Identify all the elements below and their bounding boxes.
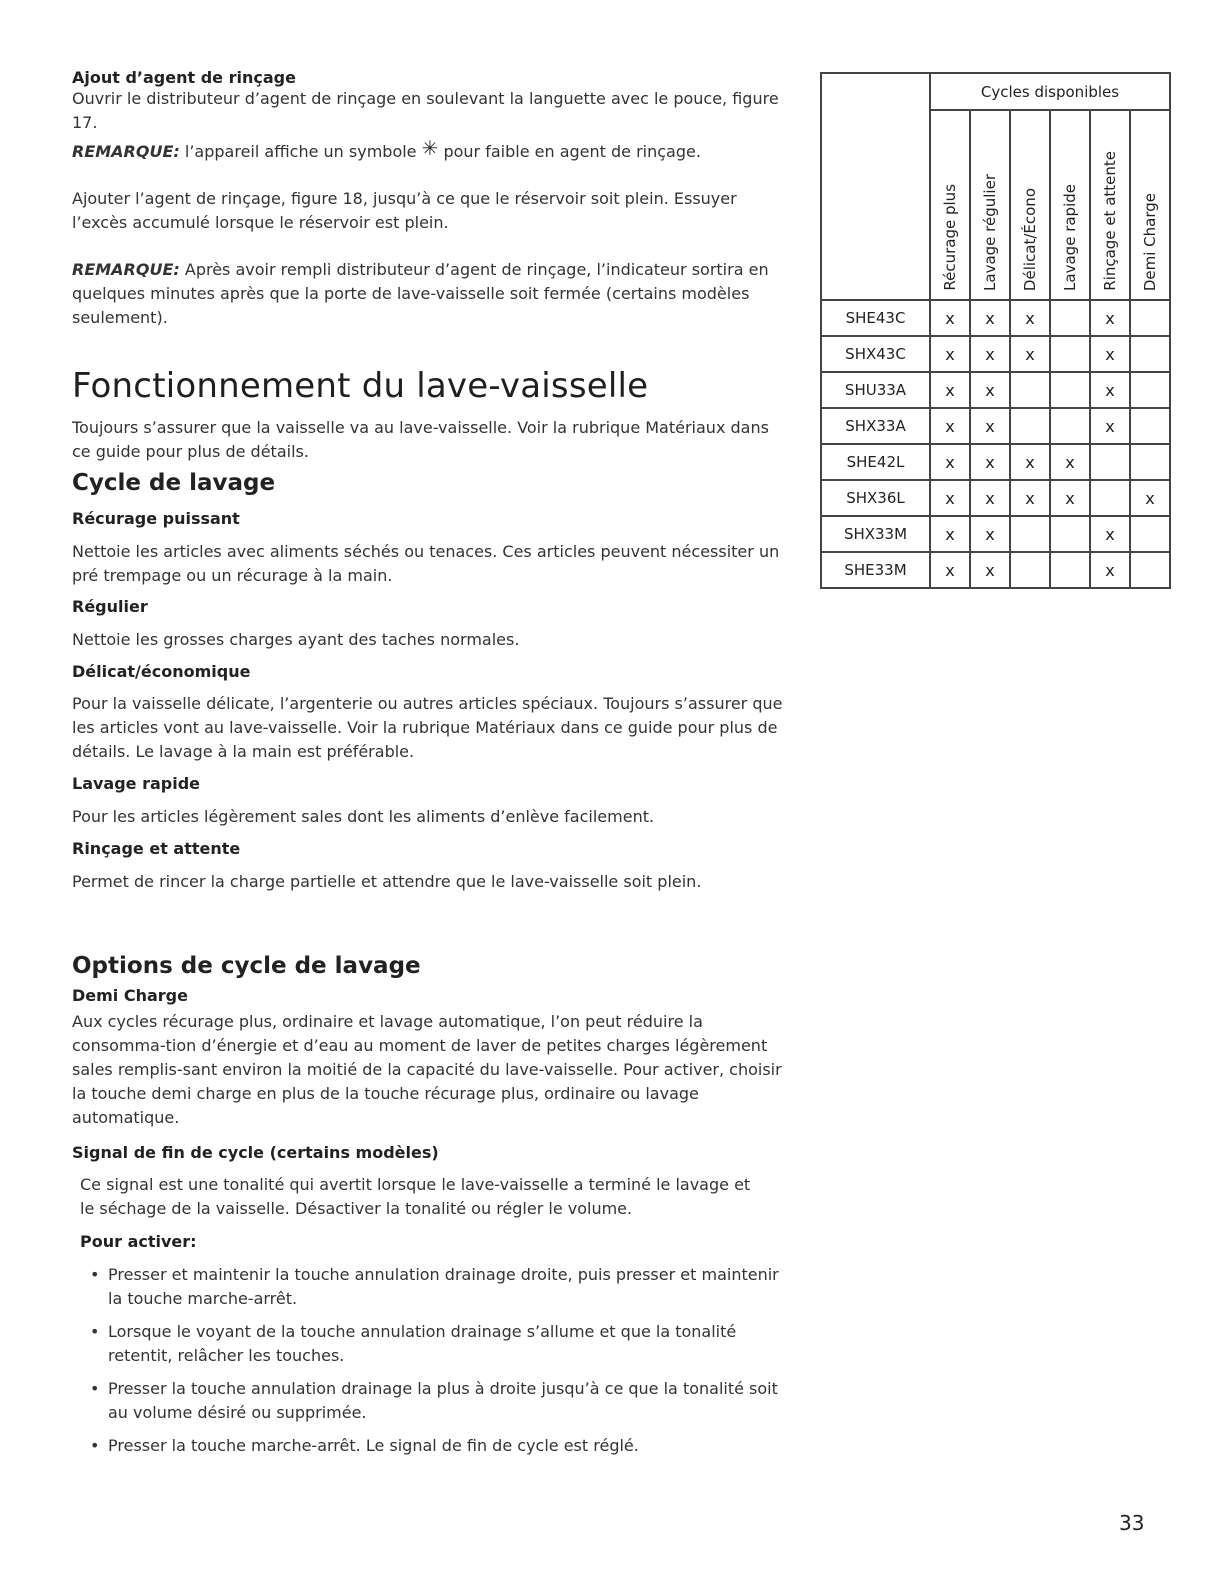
availability-cell	[1130, 336, 1170, 372]
list-item: • Lorsque le voyant de la touche annulation drainage s’allume et que la tonalité retentit, relâcher les touches.	[82, 1320, 792, 1368]
availability-cell	[1130, 408, 1170, 444]
availability-cell: x	[1010, 480, 1050, 516]
availability-cell: x	[970, 372, 1010, 408]
availability-cell: x	[1090, 552, 1130, 588]
model-cell: SHE43C	[821, 300, 930, 336]
column-header: Lavage rapide	[1050, 110, 1090, 300]
activate-steps	[82, 1263, 792, 1467]
rinse-note-2: REMARQUE: Après avoir rempli distributeur d’agent de rinçage, l’indicateur sortira en quelques minutes après que la porte de lave-vaisselle soit fermée (certains modèles seulement).	[72, 260, 769, 327]
half-load-description: Aux cycles récurage plus, ordinaire et lavage automatique, l’on peut réduire la consomma-tion d’énergie et d’eau au moment de laver de petites charges légèrement sales remplis-sant environ la moitié de la capacité du lave-vaisselle. Pour activer, choisir la touche demi charge en plus de la touche récurage plus, ordinaire ou lavage automatique.	[72, 1012, 782, 1127]
availability-cell: x	[930, 552, 970, 588]
cycle-description: Permet de rincer la charge partielle et attendre que le lave-vaisselle soit plein.	[72, 872, 702, 891]
table-row	[821, 444, 1170, 480]
note-label: REMARQUE:	[72, 142, 180, 161]
availability-cell: x	[1050, 480, 1090, 516]
availability-cell	[1130, 516, 1170, 552]
table-row	[821, 372, 1170, 408]
availability-cell: x	[1010, 300, 1050, 336]
model-cell: SHU33A	[821, 372, 930, 408]
rinse-note-1: REMARQUE: l’appareil affiche un symbole ✳ pour faible en agent de rinçage.	[72, 136, 701, 161]
availability-cell: x	[930, 372, 970, 408]
table-row	[821, 300, 1170, 336]
availability-cell: x	[970, 336, 1010, 372]
column-header: Demi Charge	[1130, 110, 1170, 300]
availability-cell: x	[1090, 516, 1130, 552]
rinse-paragraph-2: Ajouter l’agent de rinçage, figure 18, jusqu’à ce que le réservoir soit plein. Essuyer l’excès accumulé lorsque le réservoir est plein.	[72, 189, 737, 232]
availability-cell	[1010, 552, 1050, 588]
model-cell: SHE33M	[821, 552, 930, 588]
rinse-low-icon: ✳	[421, 136, 439, 160]
cycles-table	[820, 72, 1171, 589]
rinse-paragraph-1: Ouvrir le distributeur d’agent de rinçage en soulevant la languette avec le pouce, figure 17.	[72, 89, 779, 132]
column-header: Délicat/Écono	[1010, 110, 1050, 300]
availability-cell: x	[1090, 408, 1130, 444]
availability-cell: x	[1090, 372, 1130, 408]
page-number: 33	[1119, 1511, 1145, 1535]
cycle-description: Pour la vaisselle délicate, l’argenterie ou autres articles spéciaux. Toujours s’assurer que les articles vont au lave-vaisselle. Voir la rubrique Matériaux dans ce guide pour plus de détails. Le lavage à la main est préférable.	[72, 694, 783, 761]
rinse-heading: Ajout d’agent de rinçage	[72, 68, 296, 87]
list-item: • Presser la touche marche-arrêt. Le signal de fin de cycle est réglé.	[82, 1434, 792, 1458]
model-cell: SHX33A	[821, 408, 930, 444]
model-cell: SHE42L	[821, 444, 930, 480]
list-item: • Presser et maintenir la touche annulation drainage droite, puis presser et maintenir la touche marche-arrêt.	[82, 1263, 792, 1311]
rinse-section	[72, 68, 792, 135]
cycle-title: Rinçage et attente	[72, 839, 241, 858]
availability-cell	[1130, 372, 1170, 408]
cycle-title: Régulier	[72, 597, 148, 616]
table-row	[821, 408, 1170, 444]
availability-cell	[1010, 408, 1050, 444]
table-row	[821, 552, 1170, 588]
table-group-header: Cycles disponibles	[930, 73, 1170, 110]
table-row	[821, 480, 1170, 516]
table-row	[821, 516, 1170, 552]
availability-cell	[1050, 552, 1090, 588]
options-heading: Options de cycle de lavage	[72, 953, 421, 979]
availability-cell	[1090, 444, 1130, 480]
availability-cell	[1050, 372, 1090, 408]
availability-cell: x	[930, 444, 970, 480]
model-cell: SHX33M	[821, 516, 930, 552]
availability-cell: x	[970, 408, 1010, 444]
table-corner	[821, 73, 930, 300]
end-signal-description: Ce signal est une tonalité qui avertit lorsque le lave-vaisselle a terminé le lavage et le séchage de la vaisselle. Désactiver la tonalité ou régler le volume.	[80, 1175, 751, 1218]
availability-cell: x	[970, 444, 1010, 480]
availability-cell: x	[1090, 336, 1130, 372]
availability-cell	[1050, 516, 1090, 552]
availability-cell: x	[1130, 480, 1170, 516]
availability-cell: x	[1050, 444, 1090, 480]
activate-title: Pour activer:	[80, 1232, 197, 1251]
availability-cell: x	[930, 480, 970, 516]
availability-cell: x	[970, 480, 1010, 516]
model-cell: SHX43C	[821, 336, 930, 372]
column-header: Lavage régulier	[970, 110, 1010, 300]
operation-intro: Toujours s’assurer que la vaisselle va au lave-vaisselle. Voir la rubrique Matériaux dans ce guide pour plus de détails.	[72, 418, 769, 461]
availability-cell	[1090, 480, 1130, 516]
availability-cell: x	[1090, 300, 1130, 336]
availability-cell	[1010, 372, 1050, 408]
availability-cell	[1050, 336, 1090, 372]
list-item: • Presser la touche annulation drainage la plus à droite jusqu’à ce que la tonalité soit au volume désiré ou supprimée.	[82, 1377, 792, 1425]
cycle-title: Récurage puissant	[72, 509, 240, 528]
availability-cell	[1010, 516, 1050, 552]
availability-cell: x	[970, 552, 1010, 588]
availability-cell	[1130, 300, 1170, 336]
availability-cell: x	[970, 300, 1010, 336]
cycles-heading: Cycle de lavage	[72, 470, 276, 496]
availability-cell	[1130, 444, 1170, 480]
table-row	[821, 336, 1170, 372]
cycle-description: Nettoie les grosses charges ayant des taches normales.	[72, 630, 520, 649]
page-title: Fonctionnement du lave-vaisselle	[72, 366, 649, 406]
availability-cell: x	[970, 516, 1010, 552]
availability-cell: x	[930, 408, 970, 444]
cycle-title: Lavage rapide	[72, 774, 201, 793]
availability-cell: x	[1010, 336, 1050, 372]
end-signal-title: Signal de fin de cycle (certains modèles)	[72, 1143, 439, 1162]
note-label: REMARQUE:	[72, 260, 180, 279]
availability-cell: x	[930, 336, 970, 372]
availability-cell: x	[930, 300, 970, 336]
half-load-title: Demi Charge	[72, 986, 188, 1005]
cycle-description: Nettoie les articles avec aliments séchés ou tenaces. Ces articles peuvent nécessiter un pré trempage ou un récurage à la main.	[72, 542, 780, 585]
cycle-title: Délicat/économique	[72, 662, 251, 681]
cycle-description: Pour les articles légèrement sales dont les aliments d’enlève facilement.	[72, 807, 655, 826]
column-header: Récurage plus	[930, 110, 970, 300]
availability-cell	[1050, 408, 1090, 444]
availability-cell	[1050, 300, 1090, 336]
column-header: Rinçage et attente	[1090, 110, 1130, 300]
model-cell: SHX36L	[821, 480, 930, 516]
availability-cell: x	[1010, 444, 1050, 480]
availability-cell: x	[930, 516, 970, 552]
availability-cell	[1130, 552, 1170, 588]
